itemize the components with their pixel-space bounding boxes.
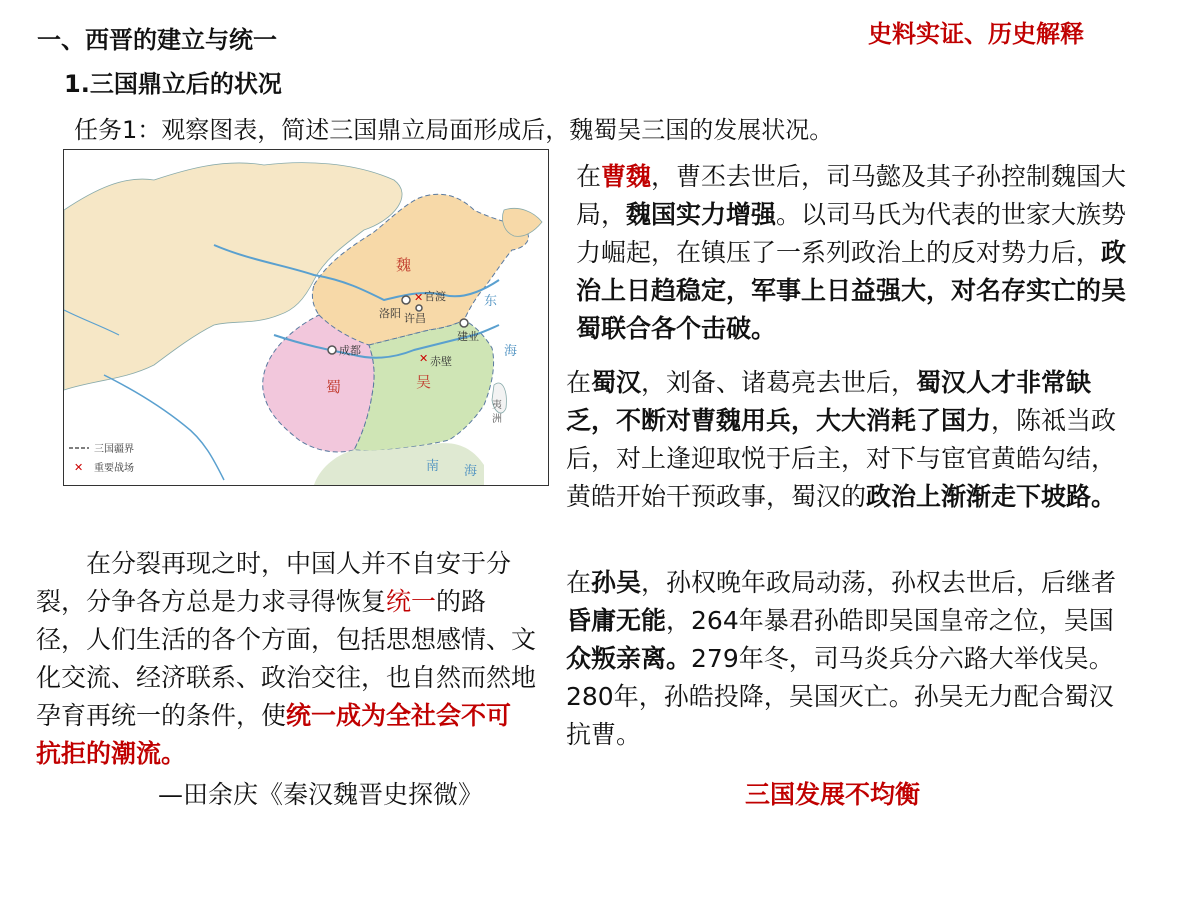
wei-text-1: 在 (576, 162, 602, 191)
competency-tag: 史料实证、历史解释 (868, 19, 1084, 48)
quote-text-1: 在分裂再现之时，中国人并不自安于分裂，分争各方总是力求寻得恢复 (36, 549, 512, 616)
shu-bold-2: 政治上渐渐走下坡路。 (866, 482, 1117, 511)
battle-legend-icon: ✕ (74, 461, 84, 474)
quote-highlight-1: 统一 (386, 587, 437, 616)
subsection-title: 1.三国鼎立后的状况 (64, 70, 282, 98)
legend-battle-label: 重要战场 (94, 463, 134, 474)
luoyang-marker (402, 296, 410, 304)
quote-highlight-2: 统一成为全社会不可抗拒的潮流。 (36, 701, 512, 768)
historian-quote (36, 545, 536, 773)
three-kingdoms-map (63, 149, 549, 486)
shu-text-2: ，刘备、诸葛亮去世后， (641, 368, 917, 397)
chengdu-marker (328, 346, 336, 354)
yizhou-label-1: 夷 (492, 400, 502, 411)
wu-bold-name: 孙吴 (591, 568, 642, 597)
conclusion-text: 三国发展不均衡 (745, 780, 921, 809)
northeast-region (502, 208, 542, 236)
south-sea-label-2: 海 (464, 464, 478, 479)
wei-text-3: 。以司马氏为代表的世家大族势力崛起，在镇压了一系列政治上的反对势力后， (576, 200, 1127, 267)
jianye-marker (460, 319, 468, 327)
shu-paragraph (566, 364, 1136, 516)
legend-border-label: 三国疆界 (94, 444, 134, 455)
guandu-label: 官渡 (424, 290, 446, 303)
wei-bold-1: 魏国实力增强 (626, 200, 777, 229)
wu-text-3: ，264年暴君孙皓即吴国皇帝之位，吴国 (666, 606, 1114, 635)
task-prompt: 任务1：观察图表，简述三国鼎立局面形成后，魏蜀吴三国的发展状况。 (74, 116, 834, 144)
luoyang-label: 洛阳 (379, 307, 401, 320)
quote-source: —田余庆《秦汉魏晋史探微》 (158, 780, 484, 809)
east-sea-label-2: 海 (504, 344, 518, 359)
guandu-battle-icon: ✕ (414, 291, 424, 304)
shu-label: 蜀 (326, 378, 342, 396)
shu-bold-name: 蜀汉 (591, 368, 642, 397)
shu-bold-1: 蜀汉人才非常缺乏，不断对曹魏用兵，大大消耗了国力 (566, 368, 1092, 435)
shu-text-1: 在 (566, 368, 592, 397)
xuchang-marker (416, 305, 422, 311)
shu-text-3: ，陈祗当政后，对上逢迎取悦于后主，对下与宦官黄皓勾结，黄皓开始干预政事，蜀汉的 (566, 406, 1117, 511)
xuchang-label: 许昌 (404, 312, 426, 325)
wu-text-4: 279年冬，司马炎兵分六路大举伐吴。280年，孙皓投降，吴国灭亡。孙吴无力配合蜀汉抗曹。 (566, 644, 1114, 749)
chengdu-label: 成都 (339, 344, 361, 357)
quote-text-2: 的路径，人们生活的各个方面，包括思想感情、文化交流、经济联系、政治交往，也自然而然地孕育再统一的条件，使 (36, 587, 537, 730)
wu-label: 吴 (416, 373, 432, 391)
wei-label: 魏 (396, 256, 412, 274)
wu-text-2: ，孙权晚年政局动荡，孙权去世后，后继者 (641, 568, 1117, 597)
wei-paragraph (576, 158, 1146, 348)
yizhou-label-2: 洲 (492, 414, 502, 425)
chibi-battle-icon: ✕ (419, 352, 429, 365)
wei-text-2: ，曹丕去世后，司马懿及其子孙控制魏国大局， (576, 162, 1127, 229)
wu-bold-1: 昏庸无能 (566, 606, 667, 635)
east-sea-label-1: 东 (484, 294, 498, 309)
wu-paragraph (566, 564, 1136, 754)
section-title: 一、西晋的建立与统一 (37, 26, 277, 54)
south-sea-label-1: 南 (426, 459, 440, 474)
jianye-label: 建业 (457, 330, 479, 343)
wu-bold-2: 众叛亲离。 (566, 644, 692, 673)
wei-highlight: 曹魏 (601, 162, 652, 191)
chibi-label: 赤壁 (430, 355, 452, 368)
wu-text-1: 在 (566, 568, 592, 597)
wei-bold-2: 政治上日趋稳定，军事上日益强大，对名存实亡的吴蜀联合各个击破。 (576, 238, 1127, 343)
